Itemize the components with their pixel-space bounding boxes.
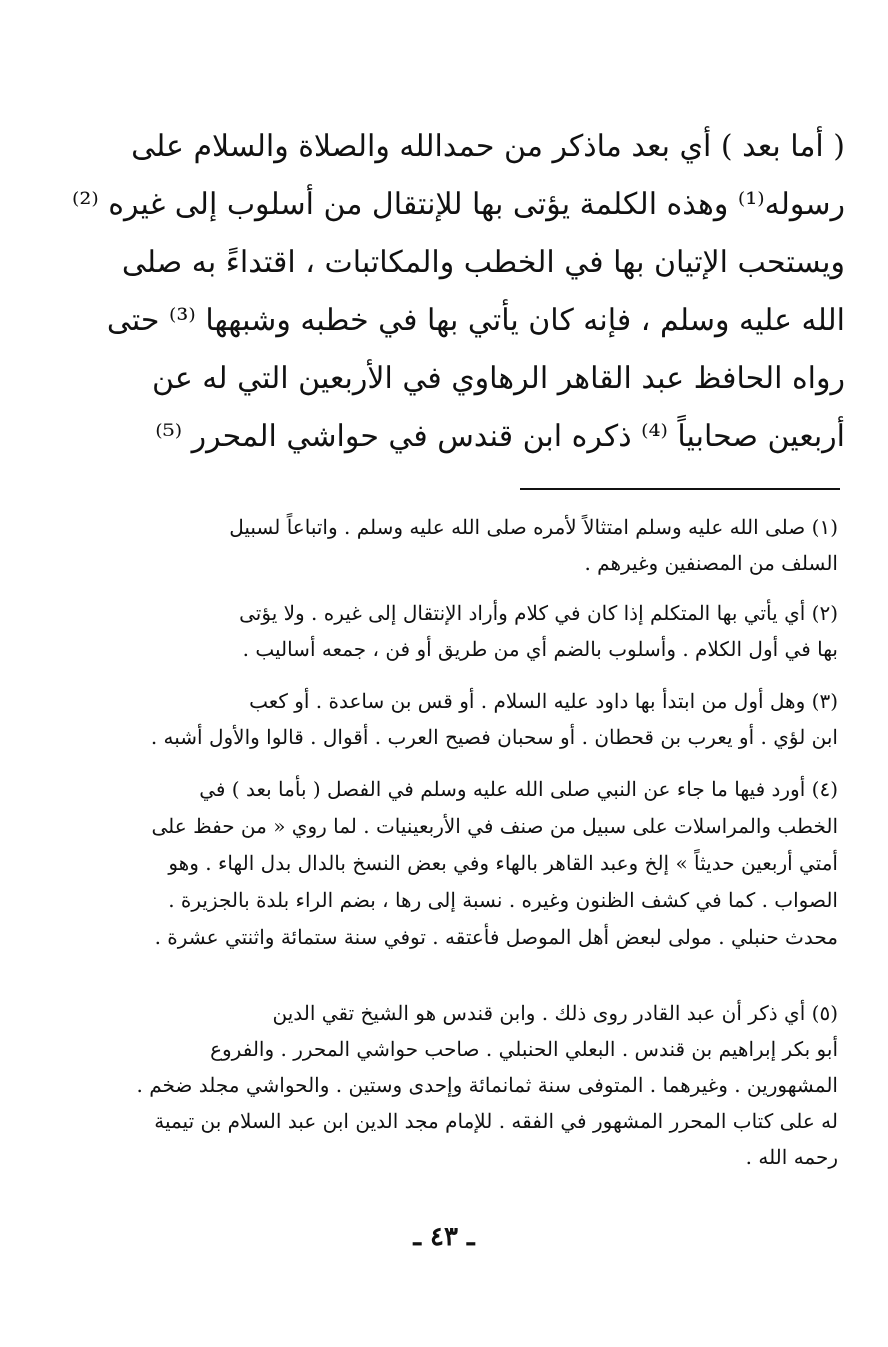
footnote-5-line: له على كتاب المحرر المشهور في الفقه . للإمام مجد الدين ابن عبد السلام بن تيمية xyxy=(154,1109,838,1133)
footnote-3-line: ابن لؤي . أو يعرب بن قحطان . أو سحبان فصيح العرب . أقوال . قالوا والأول أشبه . xyxy=(150,725,838,749)
main-text-line: ( أما بعد ) أي بعد ماذكر من حمدالله والصلاة والسلام على xyxy=(131,129,845,164)
footnote-2-line: بها في أول الكلام . وأسلوب بالضم أي من طريق أو فن ، جمعه أساليب . xyxy=(242,637,838,661)
page-number: ـ ٤٣ ـ xyxy=(413,1222,475,1252)
footnote-5-line: أبو بكر إبراهيم بن قندس . البعلي الحنبلي . صاحب حواشي المحرر . والفروع xyxy=(210,1037,838,1061)
main-text-line: الله عليه وسلم ، فإنه كان يأتي بها في خطبه وشبهها ⁽³⁾ حتى xyxy=(106,303,845,338)
main-text-line: رسوله⁽¹⁾ وهذه الكلمة يؤتى بها للإنتقال من أسلوب إلى غيره ⁽²⁾ xyxy=(71,187,845,222)
footnote-4-line: الخطب والمراسلات على سبيل من صنف في الأربعينيات . لما روي « من حفظ على xyxy=(151,814,838,838)
footnote-4-line: محدث حنبلي . مولى لبعض أهل الموصل فأعتقه . توفي سنة ستمائة واثنتي عشرة . xyxy=(154,925,838,949)
main-text-line: أربعين صحابياً ⁽⁴⁾ ذكره ابن قندس في حواشي المحرر ⁽⁵⁾ xyxy=(155,419,845,454)
footnote-3-line: (٣) وهل أول من ابتدأ بها داود عليه السلام . أو قس بن ساعدة . أو كعب xyxy=(249,689,838,713)
footnote-1-line: السلف من المصنفين وغيرهم . xyxy=(584,551,838,575)
footnote-4-line: الصواب . كما في كشف الظنون وغيره . نسبة إلى رها ، بضم الراء بلدة بالجزيرة . xyxy=(168,888,838,912)
footnote-5-line: المشهورين . وغيرهما . المتوفى سنة ثمانمائة وإحدى وستين . والحواشي مجلد ضخم . xyxy=(136,1073,838,1097)
footnote-4-line: (٤) أورد فيها ما جاء عن النبي صلى الله عليه وسلم في الفصل ( بأما بعد ) في xyxy=(199,777,838,801)
footnote-5-line: (٥) أي ذكر أن عبد القادر روى ذلك . وابن قندس هو الشيخ تقي الدين xyxy=(272,1001,838,1025)
footnote-2-line: (٢) أي يأتي بها المتكلم إذا كان في كلام وأراد الإنتقال إلى غيره . ولا يؤتى xyxy=(239,601,838,625)
footnote-1-line: (١) صلى الله عليه وسلم امتثالاً لأمره صلى الله عليه وسلم . واتباعاً لسبيل xyxy=(229,515,838,539)
footnote-separator xyxy=(520,488,840,490)
main-text-line: ويستحب الإتيان بها في الخطب والمكاتبات ، اقتداءً به صلى xyxy=(121,245,845,280)
footnote-4-line: أمتي أربعين حديثاً » إلخ وعبد القاهر بالهاء وفي بعض النسخ بالدال بدل الهاء . وهو xyxy=(168,851,838,875)
footnote-5-line: رحمه الله . xyxy=(745,1145,838,1169)
main-text-line: رواه الحافظ عبد القاهر الرهاوي في الأربعين التي له عن xyxy=(152,361,845,396)
